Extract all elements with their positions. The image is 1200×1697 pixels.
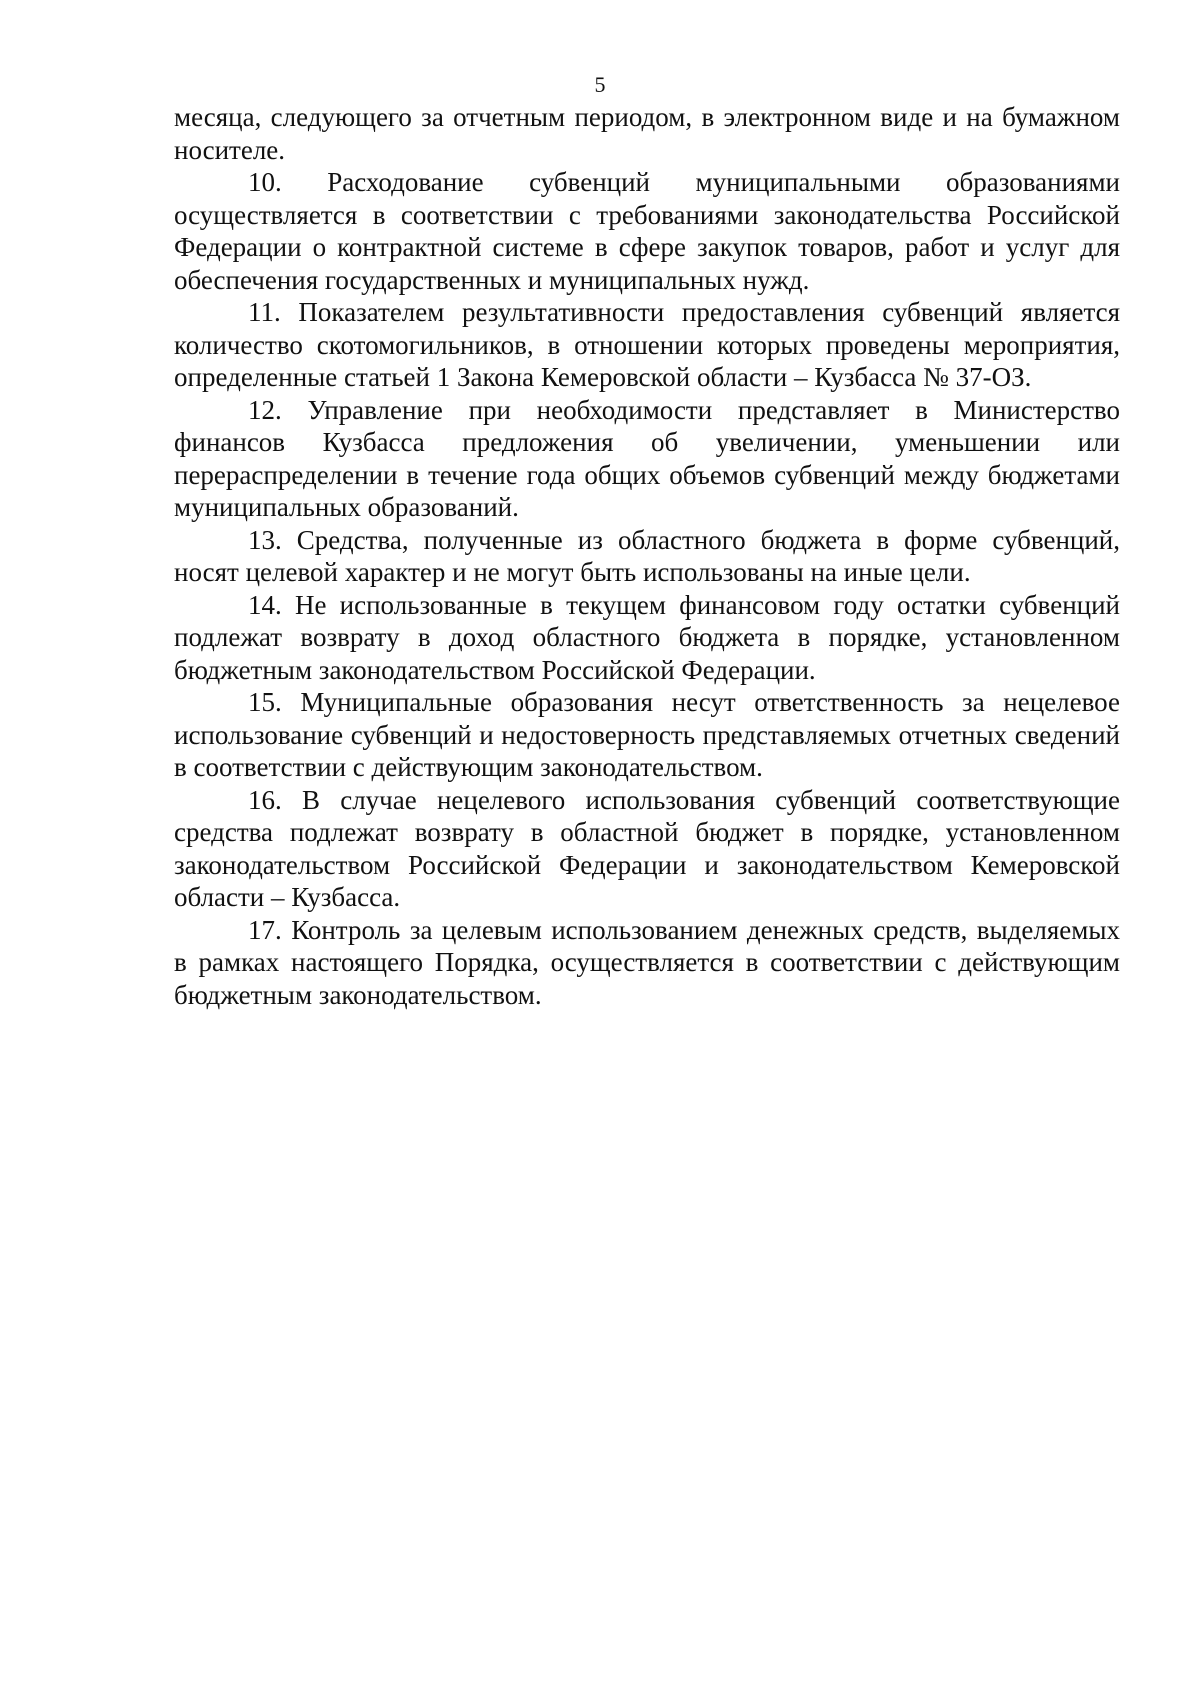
paragraph-continuation: месяца, следующего за отчетным периодом, в электронном виде и на бумажном носителе. <box>174 102 1120 165</box>
paragraph-12: 12. Управление при необходимости представляет в Министерство финансов Кузбасса предложения об увеличении, уменьшении или перераспределении в течение года общих объемов субвенций между бюджетами муниципальных образований. <box>174 394 1120 522</box>
paragraph-11: 11. Показателем результативности предоставления субвенций является количество скотомогильников, в отношении которых проведены мероприятия, определенные статьей 1 Закона Кемеровской области – Кузбасса № 37-ОЗ. <box>174 297 1120 392</box>
document-body <box>174 101 1120 1011</box>
paragraph-14: 14. Не использованные в текущем финансовом году остатки субвенций подлежат возврату в доход областного бюджета в порядке, установленном бюджетным законодательством Российской Федерации. <box>174 589 1120 685</box>
paragraph-13: 13. Средства, полученные из областного бюджета в форме субвенций, носят целевой характер и не могут быть использованы на иные цели. <box>174 524 1120 587</box>
paragraph-10: 10. Расходование субвенций муниципальными образованиями осуществляется в соответствии с требованиями законодательства Российской Федерации о контрактной системе в сфере закупок товаров, работ и услуг для обеспечения государственных и муниципальных нужд. <box>174 167 1120 295</box>
paragraph-17: 17. Контроль за целевым использованием денежных средств, выделяемых в рамках настоящего Порядка, осуществляется в соответствии с действующим бюджетным законодательством. <box>174 914 1120 1010</box>
page-number: 5 <box>594 72 606 97</box>
paragraph-15: 15. Муниципальные образования несут ответственность за нецелевое использование субвенций и недостоверность представляемых отчетных сведений в соответствии с действующим законодательством. <box>174 687 1120 782</box>
paragraph-16: 16. В случае нецелевого использования субвенций соответствующие средства подлежат возврату в областной бюджет в порядке, установленном законодательством Российской Федерации и законодательством Кемеровской области – Кузбасса. <box>174 784 1120 912</box>
